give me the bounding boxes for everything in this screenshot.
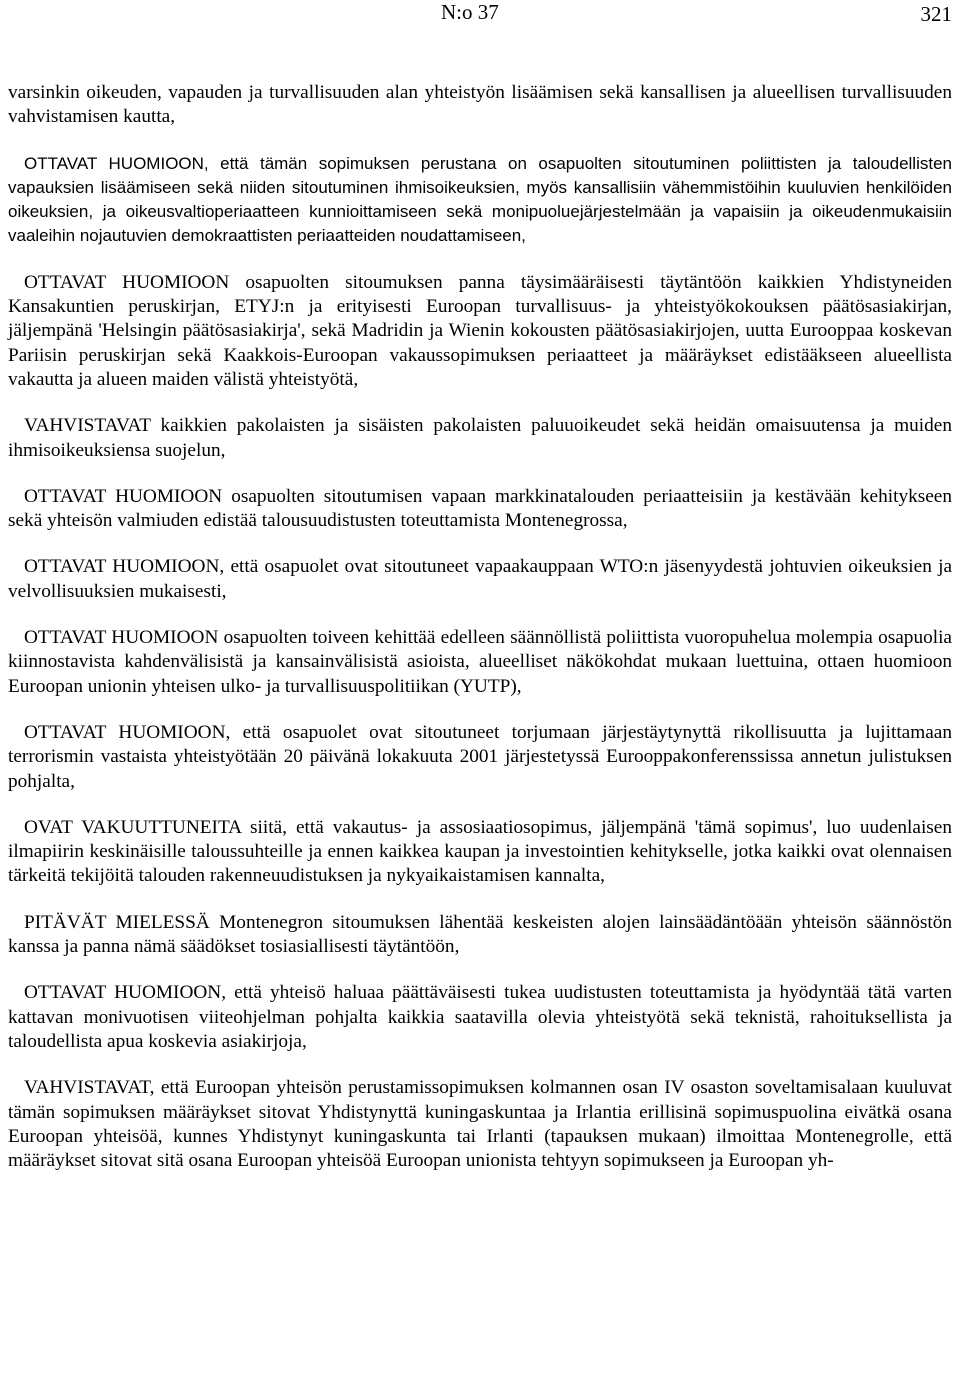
paragraph: OTTAVAT HUOMIOON, että osapuolet ovat sitoutuneet torjumaan järjestäytynyttä rikollisuutta ja lujittamaan terrorismin vastaista yhteistyötään 20 päivänä lokakuuta 2001 järjestetyssä Eurooppakonferenssissa annetun julistuksen pohjalta,: [8, 721, 952, 792]
paragraph: OVAT VAKUUTTUNEITA siitä, että vakautus- ja assosiaatiosopimus, jäljempänä 'tämä sopimus', luo uudenlaisen ilmapiirin keskinäisille taloussuhteille ja ennen kaikkea kaupan ja investointien kehitykselle, jotka kaikki ovat olennaisen tärkeitä tekijöitä talouden rakenneuudistuksen ja nykyaikaistamisen kannalta,: [8, 816, 952, 887]
document-body: [8, 81, 952, 1195]
page-number: 321: [920, 2, 952, 26]
paragraph: OTTAVAT HUOMIOON, että tämän sopimuksen perustana on osapuolten sitoutuminen poliittisten ja taloudellisten vapauksien lisäämiseen sekä niiden sitoutuminen ihmisoikeuksien, myös kansallisiin vähemmistöihin kuuluvien henkilöiden oikeuksien, ja oikeusvaltioperiaatteen kunnioittamiseen sekä monipuoluejärjestelmään ja vapaisiin ja oikeudenmukaisiin vaaleihin nojautuvien demokraattisten periaatteiden noudattamiseen,: [8, 153, 952, 246]
paragraph: VAHVISTAVAT kaikkien pakolaisten ja sisäisten pakolaisten paluuoikeudet sekä heidän omaisuutensa ja muiden ihmisoikeuksiensa suojelun,: [8, 415, 952, 461]
paragraph: OTTAVAT HUOMIOON, että osapuolet ovat sitoutuneet vapaakauppaan WTO:n jäsenyydestä johtuvien oikeuksien ja velvollisuuksien mukaisesti,: [8, 556, 952, 602]
page-header: [0, 0, 960, 30]
issue-number: N:o 37: [441, 0, 499, 24]
paragraph: PITÄVÄT MIELESSÄ Montenegron sitoumuksen lähentää keskeisten alojen lainsäädäntöään yhteisön säännöstön kanssa ja panna nämä säädökset tosiasiallisesti täytäntöön,: [8, 911, 952, 958]
paragraph: varsinkin oikeuden, vapauden ja turvallisuuden alan yhteistyön lisäämisen sekä kansallisen ja alueellisen turvallisuuden vahvistamisen kautta,: [8, 82, 952, 128]
paragraph: VAHVISTAVAT, että Euroopan yhteisön perustamissopimuksen kolmannen osan IV osaston soveltamisalaan kuuluvat tämän sopimuksen määräykset sitovat Yhdistynyttä kuningaskuntaa ja Irlantia erillisinä sopimuspuolina eivätkä osana Euroopan yhteisöä, kunnes Yhdistynyt kuningaskunta tai Irlanti (tapauksen mukaan) ilmoittaa Montenegrolle, että määräykset sitovat sitä osana Euroopan yhteisöä Euroopan unionista tehtyyn sopimukseen ja Euroopan yh-: [8, 1077, 952, 1172]
paragraph: OTTAVAT HUOMIOON, että yhteisö haluaa päättäväisesti tukea uudistusten toteuttamista ja hyödyntää tätä varten kattavan monivuotisen viiteohjelman pohjalta kaikkia saatavilla olevia yhteistyötä sekä teknistä, rahoituksellista ja taloudellista apua koskevia asiakirjoja,: [8, 982, 952, 1052]
paragraph: OTTAVAT HUOMIOON osapuolten sitoumuksen panna täysimääräisesti täytäntöön kaikkien Yhdistyneiden Kansakuntien peruskirjan, ETYJ:n ja erityisesti Euroopan turvallisuus- ja yhteistyökokouksen päätösasiakirjan, jäljempänä 'Helsingin päätösasiakirja', sekä Madridin ja Wienin kokousten päätösasiakirjojen, uutta Eurooppaa koskevan Pariisin peruskirjan sekä Kaakkois-Euroopan vakaussopimuksen periaatteet ja määräykset edistääkseen alueellista vakautta ja alueen maiden välistä yhteistyötä,: [8, 271, 952, 390]
paragraph: OTTAVAT HUOMIOON osapuolten sitoutumisen vapaan markkinatalouden periaatteisiin ja kestävään kehitykseen sekä yhteisön valmiuden edistää talousuudistusten toteuttamista Montenegrossa,: [8, 485, 952, 532]
paragraph: OTTAVAT HUOMIOON osapuolten toiveen kehittää edelleen säännöllistä poliittista vuoropuhelua molempia osapuolia kiinnostavista kahdenvälisistä ja kansainvälisistä asioista, alueelliset näkökohdat mukaan luettuina, ottaen huomioon Euroopan unionin yhteisen ulko- ja turvallisuuspolitiikan (YUTP),: [8, 627, 952, 697]
